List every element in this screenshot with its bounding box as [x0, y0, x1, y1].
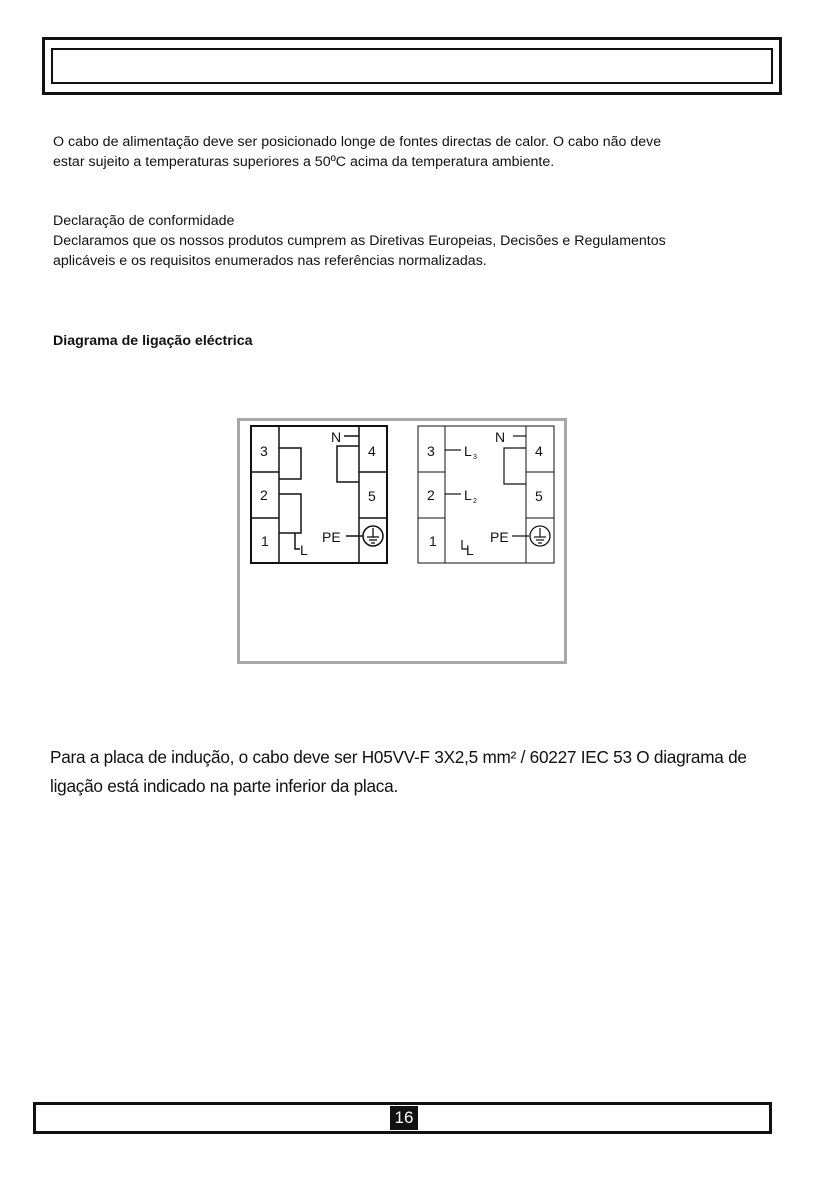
footer-bar	[33, 1102, 772, 1134]
header-title-box	[51, 48, 773, 84]
earth-label: PE	[322, 529, 341, 545]
single-phase-terminal-block	[251, 426, 387, 563]
neutral-label: N	[331, 429, 342, 445]
conformity-section	[53, 211, 673, 271]
terminal-5: 5	[535, 488, 543, 504]
conformity-title: Declaração de conformidade	[53, 213, 235, 229]
terminal-4: 4	[535, 443, 543, 459]
terminal-2: 2	[427, 487, 435, 503]
neutral-label: N	[495, 429, 506, 445]
terminal-1: 1	[429, 533, 437, 549]
three-phase-terminal-block	[418, 426, 554, 563]
line-l2-label: L	[464, 487, 472, 503]
terminal-3: 3	[260, 443, 268, 459]
terminal-5: 5	[368, 488, 376, 504]
terminal-1: 1	[261, 533, 269, 549]
header-frame	[42, 37, 782, 95]
page-number: 16	[390, 1106, 418, 1130]
cable-specification: Para a placa de indução, o cabo deve ser H05VV-F 3X2,5 mm² / 60227 IEC 53 O diagrama de ligação está indicado na parte inferior da placa.	[50, 747, 747, 796]
line-label: L	[300, 542, 308, 558]
line-l3-label: L	[464, 443, 472, 459]
line-l3-subscript: 3	[473, 454, 477, 461]
conformity-text: Declaramos que os nossos produtos cumprem as Diretivas Europeias, Decisões e Regulamentos aplicáveis e os requisitos enumerados nas referências normalizadas.	[53, 233, 666, 269]
terminal-2: 2	[260, 487, 268, 503]
line-label: L	[466, 542, 474, 558]
wiring-diagram-frame	[237, 418, 567, 664]
line-l2-subscript: 2	[473, 498, 477, 505]
terminal-4: 4	[368, 443, 376, 459]
wiring-diagram	[240, 421, 564, 661]
diagram-heading: Diagrama de ligação eléctrica	[53, 333, 253, 349]
terminal-3: 3	[427, 443, 435, 459]
power-cable-note: O cabo de alimentação deve ser posicionado longe de fontes directas de calor. O cabo não deve estar sujeito a temperaturas superiores a 50ºC acima da temperatura ambiente.	[53, 134, 662, 170]
earth-label: PE	[490, 529, 509, 545]
